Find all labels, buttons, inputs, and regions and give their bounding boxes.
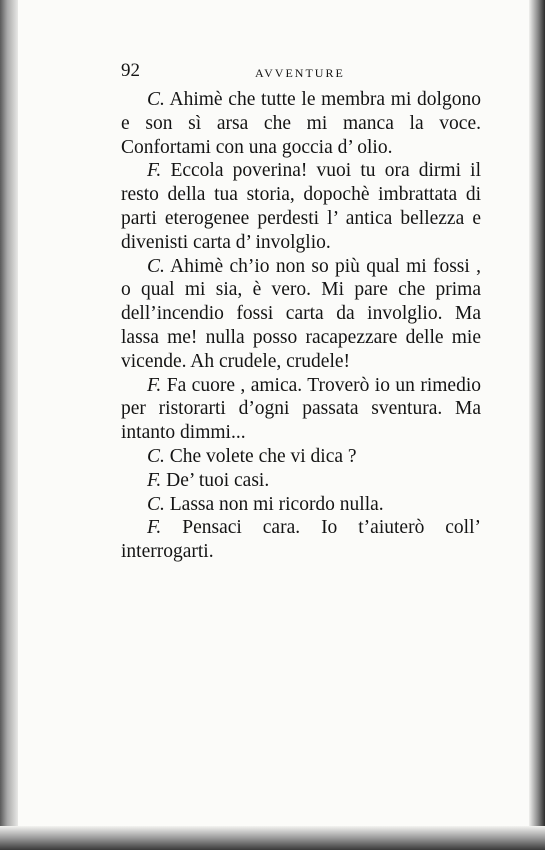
dialogue-line: Ahimè che tutte le membra mi dolgono e son sì arsa che mi manca la voce. Confortami con una goccia d’ olio. xyxy=(121,89,481,158)
dialogue-paragraph xyxy=(121,255,481,374)
dialogue-line: Eccola poverina! vuoi tu ora dirmi il resto della tua storia, dopochè imbrattata di parti eterogenee perdesti l’ antica bellezza e divenisti carta d’ involglio. xyxy=(121,160,482,253)
speaker-label: F. xyxy=(147,160,162,182)
dialogue-line: Lassa non mi ricordo nulla. xyxy=(169,493,384,515)
speaker-label: C. xyxy=(147,493,165,515)
speaker-label: C. xyxy=(147,89,165,110)
speaker-label: F. xyxy=(147,469,162,491)
dialogue-paragraph xyxy=(121,493,481,517)
dialogue-paragraph xyxy=(121,159,481,254)
dialogue-line: Ahimè ch’io non so più qual mi fossi , o qual mi sia, è vero. Mi pare che prima dell’incendio fossi carta da involglio. Ma lassa me! nulla posso racapezzare delle mie vicende. Ah crudele, crudele! xyxy=(121,255,481,372)
dialogue-paragraph xyxy=(121,88,481,159)
dialogue-text xyxy=(121,88,481,564)
page-header xyxy=(121,60,501,84)
page-edge-left xyxy=(0,0,18,850)
dialogue-line: Che volete che vi dica ? xyxy=(169,445,357,467)
dialogue-line: De’ tuoi casi. xyxy=(166,469,270,491)
dialogue-line: Fa cuore , amica. Troverò io un rimedio per ristorarti d’ogni passata sventura. Ma intanto dimmi... xyxy=(121,374,482,444)
dialogue-paragraph xyxy=(121,516,481,564)
page-edge-right xyxy=(529,0,545,850)
dialogue-line: Pensaci cara. Io t’aiuterò coll’ interrogarti. xyxy=(121,517,482,563)
running-title: AVVENTURE xyxy=(255,66,345,80)
speaker-label: C. xyxy=(147,255,165,277)
page-number: 92 xyxy=(121,60,140,81)
speaker-label: F. xyxy=(147,374,162,396)
speaker-label: C. xyxy=(147,445,165,467)
dialogue-paragraph xyxy=(121,374,481,445)
dialogue-paragraph xyxy=(121,469,481,493)
page-edge-bottom xyxy=(0,826,545,850)
speaker-label: F. xyxy=(147,517,162,539)
dialogue-paragraph xyxy=(121,445,481,469)
